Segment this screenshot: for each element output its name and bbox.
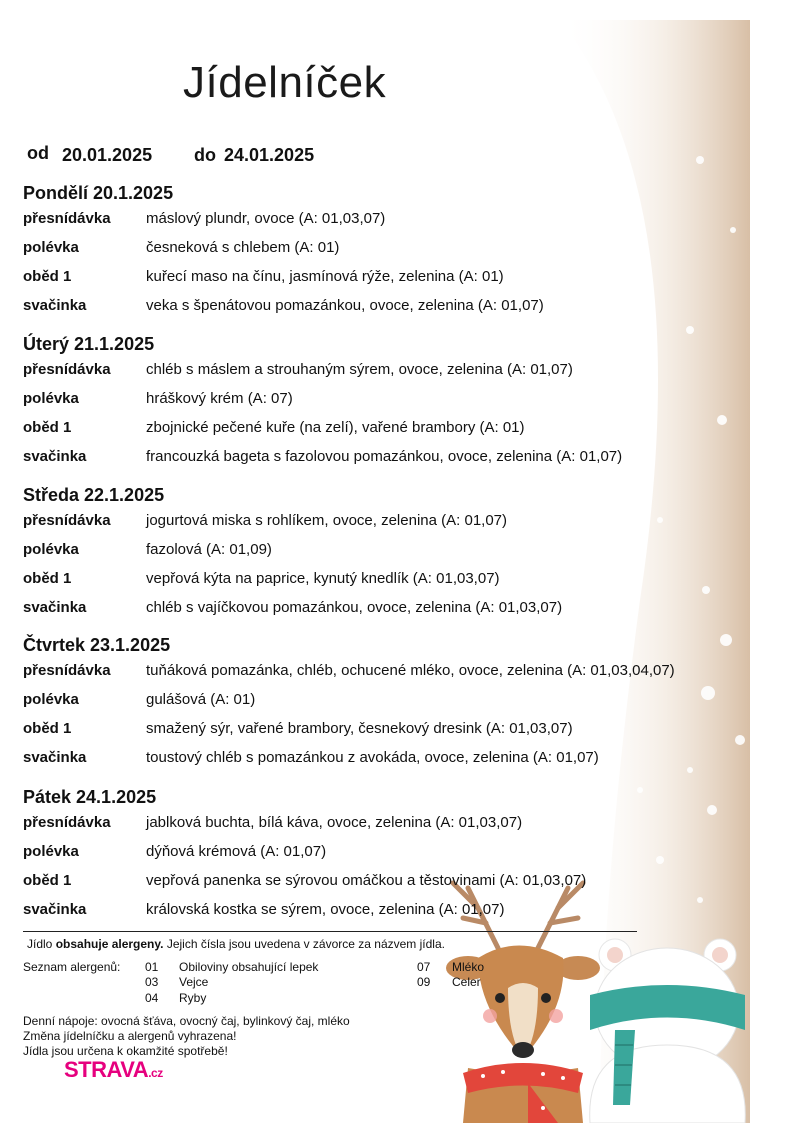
allergen-num: 04: [145, 991, 159, 1005]
allergen-name: Ryby: [179, 991, 207, 1005]
brand-suffix: .cz: [148, 1066, 163, 1080]
meal-label: oběd 1: [23, 720, 72, 737]
meal-label: přesnídávka: [23, 361, 111, 378]
from-date: 20.01.2025: [62, 145, 153, 165]
meal-label: svačinka: [23, 599, 87, 616]
meal-text: veka s špenátovou pomazánkou, ovoce, zelenina (A: 01,07): [146, 297, 544, 314]
day-title: Pondělí 20.1.2025: [23, 183, 174, 203]
brand-name: STRAVA: [64, 1057, 149, 1082]
allergen-list-label: Seznam alergenů:: [23, 960, 121, 974]
allergen-name: Vejce: [179, 975, 209, 989]
from-label: od: [27, 143, 49, 163]
meal-text: chléb s máslem a strouhaným sýrem, ovoce, zelenina (A: 01,07): [146, 361, 573, 378]
meal-text: fazolová (A: 01,09): [146, 541, 272, 558]
to-label: do: [194, 145, 216, 165]
day-title: Úterý 21.1.2025: [23, 334, 155, 354]
meal-text: kuřecí maso na čínu, jasmínová rýže, zelenina (A: 01): [146, 268, 504, 285]
footer-change-note: Změna jídelníčku a alergenů vyhrazena!: [23, 1029, 237, 1043]
meal-label: polévka: [23, 541, 79, 558]
meal-label: přesnídávka: [23, 210, 111, 227]
meal-label: svačinka: [23, 749, 87, 766]
meal-text: chléb s vajíčkovou pomazánkou, ovoce, zelenina (A: 01,03,07): [146, 599, 563, 616]
allergen-note: [27, 937, 445, 951]
allergen-name: Obiloviny obsahující lepek: [179, 960, 319, 974]
strava-logo: [64, 1057, 163, 1083]
allergen-note-bold: obsahuje alergeny.: [55, 937, 164, 951]
allergen-num: 09: [417, 975, 431, 989]
meal-text: dýňová krémová (A: 01,07): [146, 843, 327, 860]
meal-label: svačinka: [23, 448, 87, 465]
meal-text: gulášová (A: 01): [146, 691, 256, 708]
meal-text: vepřová panenka se sýrovou omáčkou a těstovinami (A: 01,03,07): [146, 872, 587, 889]
day-title: Čtvrtek 23.1.2025: [23, 635, 171, 655]
meal-text: hráškový krém (A: 07): [146, 390, 293, 407]
day-title: Středa 22.1.2025: [23, 485, 165, 505]
meal-label: svačinka: [23, 297, 87, 314]
meal-text: vepřová kýta na paprice, kynutý knedlík (A: 01,03,07): [146, 570, 500, 587]
meal-label: oběd 1: [23, 570, 72, 587]
meal-label: přesnídávka: [23, 512, 111, 529]
footer-consumption-note: Jídla jsou určena k okamžité spotřebě!: [23, 1044, 228, 1058]
meal-label: přesnídávka: [23, 814, 111, 831]
day-title: Pátek 24.1.2025: [23, 787, 157, 807]
meal-text: máslový plundr, ovoce (A: 01,03,07): [146, 210, 386, 227]
meal-label: oběd 1: [23, 419, 72, 436]
meal-label: polévka: [23, 691, 79, 708]
meal-label: svačinka: [23, 901, 87, 918]
meal-label: oběd 1: [23, 268, 72, 285]
meal-label: přesnídávka: [23, 662, 111, 679]
meal-text: zbojnické pečené kuře (na zelí), vařené brambory (A: 01): [146, 419, 525, 436]
meal-label: polévka: [23, 843, 79, 860]
allergen-name: Mléko: [452, 960, 485, 974]
meal-text: francouzká bageta s fazolovou pomazánkou, ovoce, zelenina (A: 01,07): [146, 448, 623, 465]
meal-label: oběd 1: [23, 872, 72, 889]
allergen-name: Celer: [452, 975, 481, 989]
meal-text: smažený sýr, vařené brambory, česnekový dresink (A: 01,03,07): [146, 720, 573, 737]
allergen-note-post: Jejich čísla jsou uvedena v závorce za názvem jídla.: [163, 937, 445, 951]
meal-text: tuňáková pomazánka, chléb, ochucené mléko, ovoce, zelenina (A: 01,03,04,07): [146, 662, 675, 679]
meal-text: jablková buchta, bílá káva, ovoce, zelenina (A: 01,03,07): [146, 814, 523, 831]
meal-text: královská kostka se sýrem, ovoce, zelenina (A: 01,07): [146, 901, 505, 918]
page-title: Jídelníček: [183, 58, 387, 107]
divider: [23, 931, 637, 932]
allergen-note-pre: Jídlo: [27, 937, 56, 951]
meal-label: polévka: [23, 390, 79, 407]
footer-drinks: Denní nápoje: ovocná šťáva, ovocný čaj, bylinkový čaj, mléko: [23, 1014, 350, 1028]
allergen-num: 03: [145, 975, 159, 989]
allergen-num: 01: [145, 960, 159, 974]
meal-text: česneková s chlebem (A: 01): [146, 239, 340, 256]
meal-label: polévka: [23, 239, 79, 256]
to-date: 24.01.2025: [224, 145, 315, 165]
meal-text: toustový chléb s pomazánkou z avokáda, ovoce, zelenina (A: 01,07): [146, 749, 599, 766]
meal-text: jogurtová miska s rohlíkem, ovoce, zelenina (A: 01,07): [146, 512, 508, 529]
allergen-num: 07: [417, 960, 431, 974]
